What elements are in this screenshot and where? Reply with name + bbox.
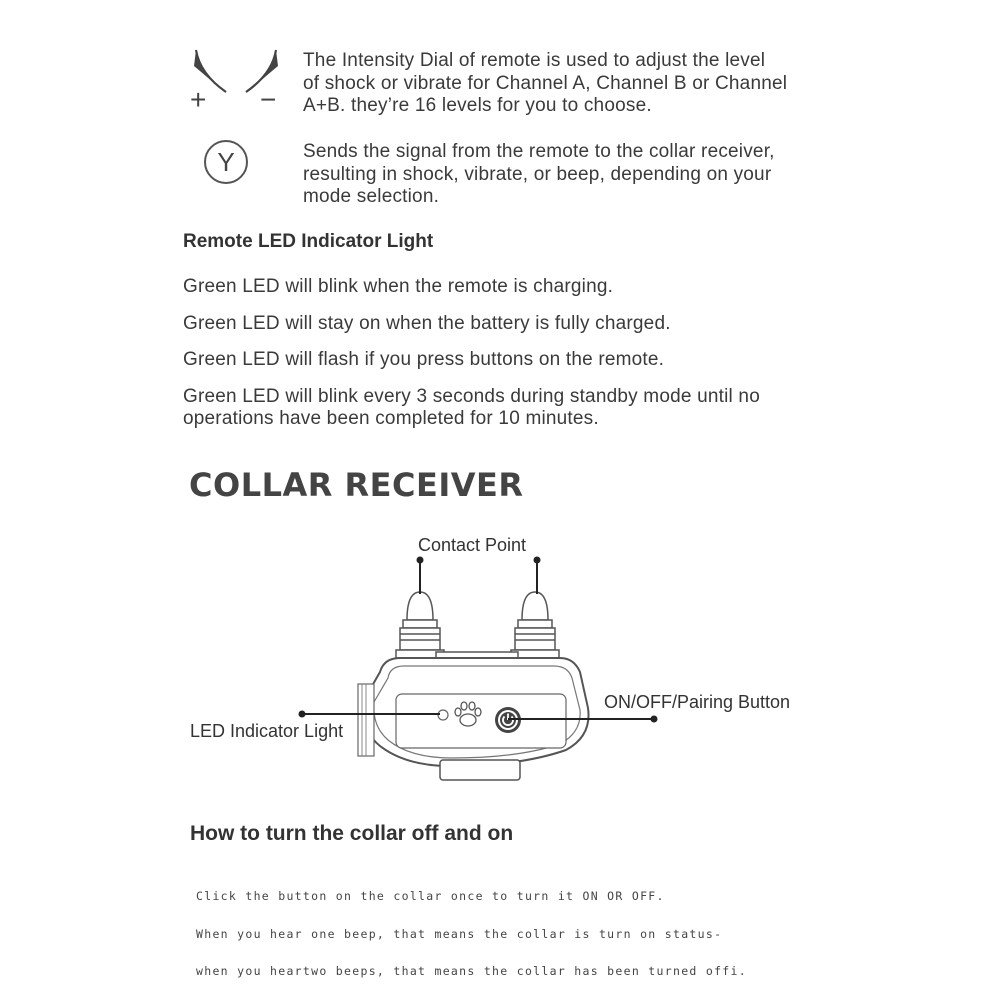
contact-point-label: Contact Point: [418, 535, 527, 555]
minus-sign: −: [260, 84, 277, 115]
y-line: mode selection.: [303, 186, 440, 207]
led-item: Green LED will blink every 3 seconds during standby mode until no: [183, 386, 760, 407]
led-item: Green LED will stay on when the battery is fully charged.: [183, 313, 671, 334]
intensity-line: The Intensity Dial of remote is used to adjust the level: [303, 50, 766, 71]
y-line: Sends the signal from the remote to the collar receiver,: [303, 141, 775, 162]
how-to-heading: How to turn the collar off and on: [190, 822, 514, 845]
intensity-line: of shock or vibrate for Channel A, Channel B or Channel: [303, 72, 788, 94]
plus-sign: +: [190, 84, 207, 115]
remote-led-heading: Remote LED Indicator Light: [183, 231, 434, 252]
led-item: operations have been completed for 10 minutes.: [183, 408, 599, 429]
collar-receiver-title: COLLAR RECEIVER: [189, 466, 524, 504]
how-to-line: Click the button on the collar once to turn it ON OR OFF.: [196, 889, 665, 903]
how-to-text: [196, 865, 747, 990]
y-letter: Y: [217, 146, 235, 177]
how-to-line: when you heartwo beeps, that means the collar has been turned offi.: [196, 964, 747, 978]
led-light-label: LED Indicator Light: [190, 721, 344, 741]
y-line: resulting in shock, vibrate, or beep, depending on your: [303, 163, 772, 185]
intensity-line: A+B. they’re 16 levels for you to choose.: [303, 95, 652, 116]
led-item: Green LED will blink when the remote is charging.: [183, 276, 614, 297]
how-to-line: When you hear one beep, that means the collar is turn on status-: [196, 926, 723, 941]
power-button-label: ON/OFF/Pairing Button: [604, 692, 791, 712]
led-item: Green LED will flash if you press buttons on the remote.: [183, 349, 665, 370]
